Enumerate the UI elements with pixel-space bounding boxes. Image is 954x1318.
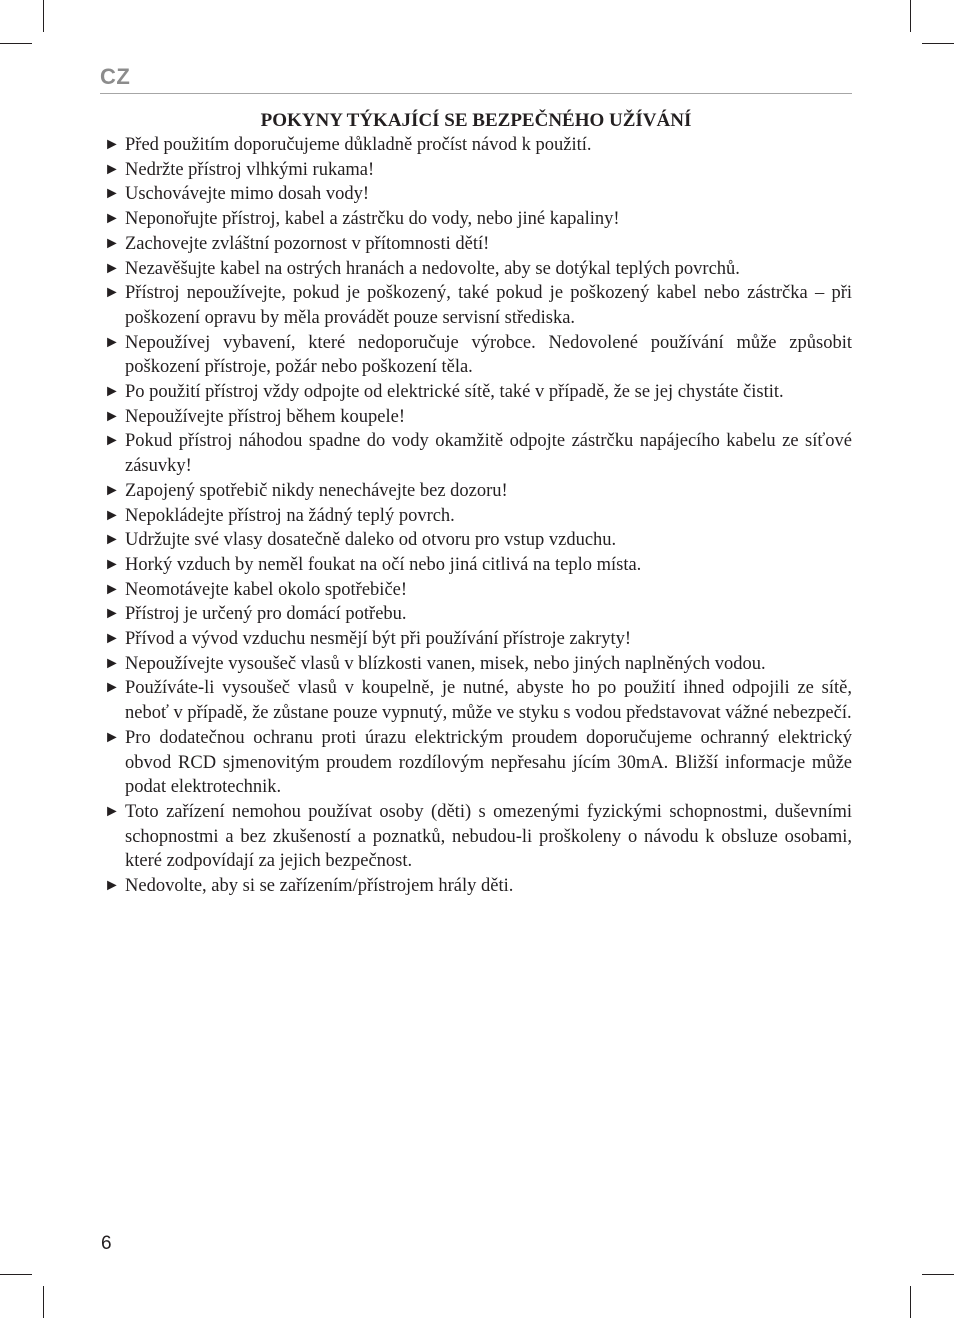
list-item xyxy=(104,257,852,282)
list-item-text: Po použití přístroj vždy odpojte od elektrické sítě, také v případě, že se jej chystáte čistit. xyxy=(125,382,784,403)
list-item xyxy=(104,800,852,874)
bullet-arrow-icon: ► xyxy=(104,605,120,623)
list-item xyxy=(104,528,852,553)
crop-mark-top-left-vertical xyxy=(43,0,44,32)
crop-mark-top-right-horizontal xyxy=(922,43,954,44)
bullet-arrow-icon: ► xyxy=(104,728,120,746)
bullet-arrow-icon: ► xyxy=(104,136,120,153)
list-item-text: Horký vzduch by neměl foukat na očí nebo jiná citlivá na teplo místa. xyxy=(125,554,642,575)
language-code: CZ xyxy=(100,64,131,89)
crop-mark-top-right-vertical xyxy=(910,0,911,32)
list-item-text: Neponořujte přístroj, kabel a zástrčku do vody, nebo jiné kapaliny! xyxy=(125,209,620,230)
bullet-arrow-icon: ► xyxy=(104,481,120,499)
list-item xyxy=(104,578,852,603)
bullet-arrow-icon: ► xyxy=(104,407,120,425)
bullet-arrow-icon: ► xyxy=(104,654,120,672)
list-item-text: Nepokládejte přístroj na žádný teplý povrch. xyxy=(125,505,455,526)
list-item xyxy=(104,232,852,257)
list-item-text: Nezavěšujte kabel na ostrých hranách a nedovolte, aby se dotýkal teplých povrchů. xyxy=(125,258,740,279)
list-item xyxy=(104,331,852,380)
list-item xyxy=(104,182,852,207)
list-item-text: Používáte-li vysoušeč vlasů v koupelně, je nutné, abyste ho po použití ihned odpojili ze sítě, neboť v případě, že zůstane pouze vypnutý, může ve styku s vodou představovat vážné nebezpečí. xyxy=(125,678,852,724)
list-item-text: Udržujte své vlasy dosatečně daleko od otvoru pro vstup vzduchu. xyxy=(125,530,617,551)
list-item-text: Nepoužívej vybavení, které nedoporučuje výrobce. Nedovolené používání může způsobit poškození přístroje, požár nebo poškození těla. xyxy=(125,332,852,378)
bullet-arrow-icon: ► xyxy=(104,284,120,302)
list-item xyxy=(104,429,852,478)
list-item xyxy=(104,158,852,183)
bullet-arrow-icon: ► xyxy=(104,383,120,401)
bullet-arrow-icon: ► xyxy=(104,679,120,697)
list-item-text: Nepoužívejte vysoušeč vlasů v blízkosti vanen, misek, nebo jiných naplněných vodou. xyxy=(125,653,766,674)
list-item xyxy=(104,553,852,578)
page-number: 6 xyxy=(101,1233,112,1254)
bullet-arrow-icon: ► xyxy=(104,630,120,648)
list-item-text: Nepoužívejte přístroj během koupele! xyxy=(125,406,405,427)
list-item xyxy=(104,479,852,504)
safety-instructions-list xyxy=(104,133,852,899)
bullet-arrow-icon: ► xyxy=(104,210,120,228)
list-item-text: Uschovávejte mimo dosah vody! xyxy=(125,184,370,205)
crop-mark-bottom-right-vertical xyxy=(910,1286,911,1318)
crop-mark-bottom-left-horizontal xyxy=(0,1274,32,1275)
bullet-arrow-icon: ► xyxy=(104,259,120,277)
bullet-arrow-icon: ► xyxy=(104,580,120,598)
list-item xyxy=(104,207,852,232)
list-item-text: Pokud přístroj náhodou spadne do vody okamžitě odpojte zástrčku napájecího kabelu ze síťové zásuvky! xyxy=(125,431,852,477)
bullet-arrow-icon: ► xyxy=(104,333,120,351)
list-item xyxy=(104,133,852,158)
list-item-text: Nedovolte, aby si se zařízením/přístrojem hrály děti. xyxy=(125,876,514,897)
list-item xyxy=(104,602,852,627)
list-item-text: Toto zařízení nemohou používat osoby (děti) s omezenými fyzickými schopnostmi, duševními schopnostmi a bez zkušeností a poznatků, nebudou-li proškoleny o návodu k obsluze osobami, které zodpovídají za jejich bezpečnost. xyxy=(125,801,852,872)
crop-mark-top-left-horizontal xyxy=(0,43,32,44)
list-item-text: Zachovejte zvláštní pozornost v přítomnosti dětí! xyxy=(125,233,490,254)
list-item-text: Zapojený spotřebič nikdy nenechávejte bez dozoru! xyxy=(125,480,508,501)
bullet-arrow-icon: ► xyxy=(104,555,120,573)
list-item-text: Nedržte přístroj vlhkými rukama! xyxy=(125,159,375,180)
list-item xyxy=(104,380,852,405)
bullet-arrow-icon: ► xyxy=(104,432,120,450)
list-item xyxy=(104,504,852,529)
bullet-arrow-icon: ► xyxy=(104,234,120,252)
bullet-arrow-icon: ► xyxy=(104,185,120,203)
header-rule xyxy=(100,93,852,94)
list-item xyxy=(104,405,852,430)
bullet-arrow-icon: ► xyxy=(104,506,120,524)
list-item-text: Pro dodatečnou ochranu proti úrazu elektrickým proudem doporučujeme ochranný elektrický obvod RCD sjmenovitým proudem rozdílovým nepřesahu jícím 30mA. Bližší informacje může podat elektrotechnik. xyxy=(125,727,852,798)
list-item xyxy=(104,726,852,800)
list-item xyxy=(104,281,852,330)
bullet-arrow-icon: ► xyxy=(104,802,120,820)
list-item xyxy=(104,874,852,899)
list-item-text: Neomotávejte kabel okolo spotřebiče! xyxy=(125,579,408,600)
bullet-arrow-icon: ► xyxy=(104,160,120,178)
list-item-text: Přívod a vývod vzduchu nesmějí být při používání přístroje zakryty! xyxy=(125,629,632,650)
crop-mark-bottom-right-horizontal xyxy=(922,1274,954,1275)
crop-mark-bottom-left-vertical xyxy=(43,1286,44,1318)
bullet-arrow-icon: ► xyxy=(104,531,120,549)
list-item xyxy=(104,652,852,677)
list-item xyxy=(104,676,852,725)
section-title: POKYNY TÝKAJÍCÍ SE BEZPEČNÉHO UŽÍVÁNÍ xyxy=(260,110,692,131)
list-item-text: Přístroj je určený pro domácí potřebu. xyxy=(125,604,407,625)
list-item-text: Před použitím doporučujeme důkladně pročíst návod k použití. xyxy=(125,135,592,155)
bullet-arrow-icon: ► xyxy=(104,877,120,895)
list-item-text: Přístroj nepoužívejte, pokud je poškozený, také pokud je poškozený kabel nebo zástrčka – při poškození opravu by měla provádět pouze servisní střediska. xyxy=(125,283,852,328)
list-item xyxy=(104,627,852,652)
